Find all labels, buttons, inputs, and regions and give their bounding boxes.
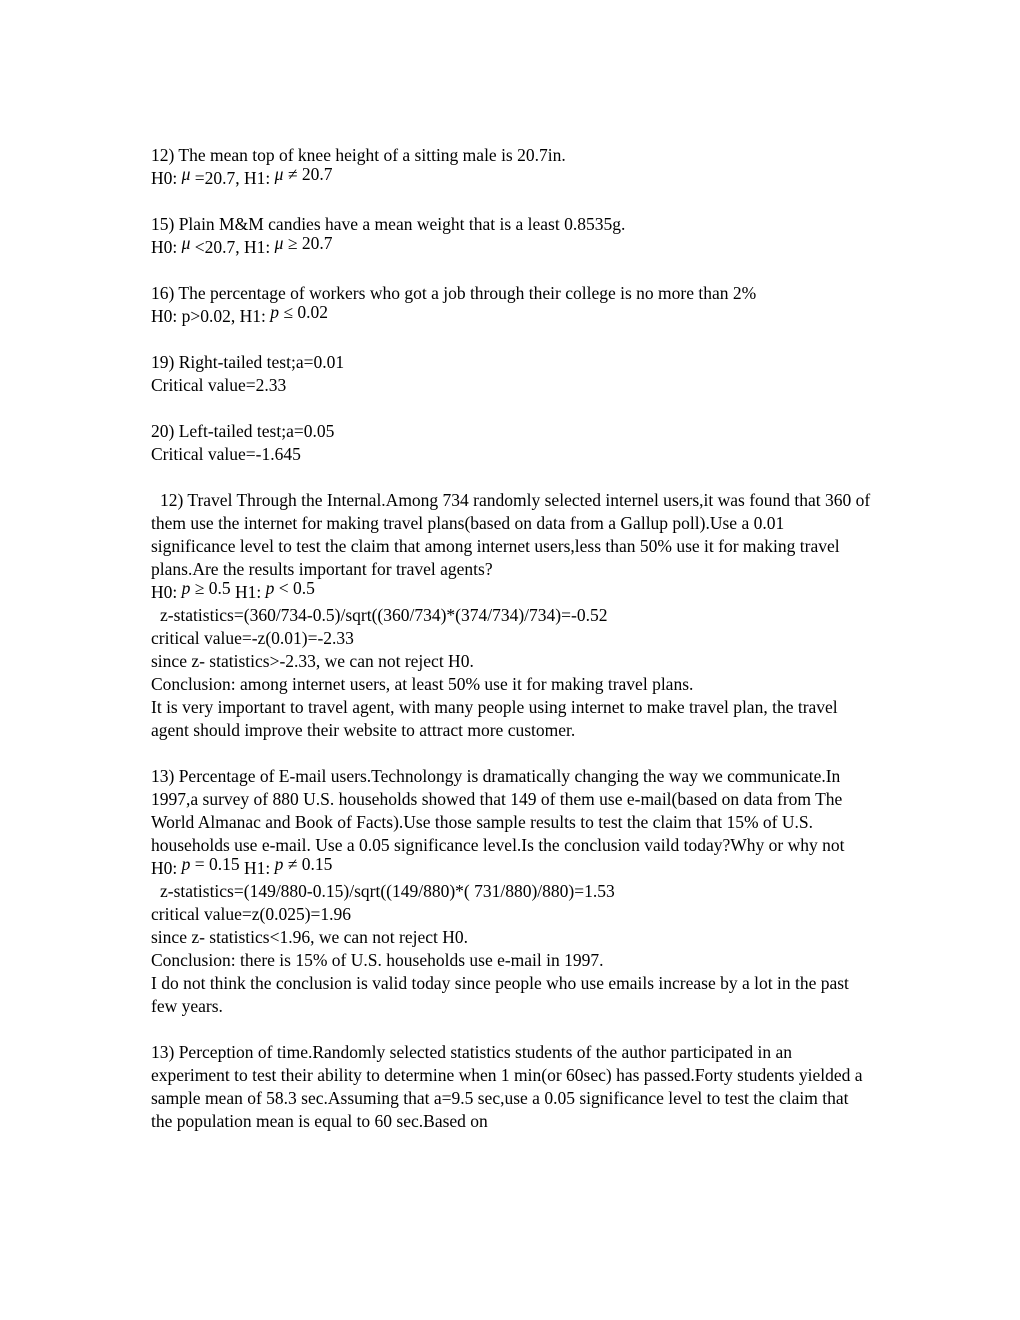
q15-h1-val: 20.7	[301, 233, 333, 253]
q13a-h1-op: ≠	[283, 854, 302, 874]
q13a-since: since z- statistics<1.96, we can not reject H0.	[151, 927, 468, 947]
p-symbol: p	[181, 854, 191, 874]
q12a-h1-op: ≠	[283, 164, 302, 184]
mu-symbol: μ	[181, 164, 191, 184]
q13a-h0-op: =	[190, 854, 209, 874]
p-symbol: p	[181, 578, 191, 598]
q12b-hypotheses	[151, 578, 871, 604]
q19-critical: Critical value=2.33	[151, 375, 287, 395]
q12b-h0-label: H0:	[151, 582, 182, 602]
q12b-h0-val: 0.5	[208, 578, 231, 598]
q12b-comment: It is very important to travel agent, with many people using internet to make travel plan, the travel agent should improve their website to attract more customer.	[151, 697, 838, 740]
q13a-h0-label: H0:	[151, 858, 182, 878]
q12b-h1-val: 0.5	[292, 578, 315, 598]
p-symbol: p	[274, 854, 284, 874]
q12a-h0-label: H0:	[151, 168, 182, 188]
q20-test: 20) Left-tailed test;a=0.05	[151, 421, 335, 441]
q15-statement: 15) Plain M&M candies have a mean weight that is a least 0.8535g.	[151, 214, 626, 234]
q13b-problem: 13) Perception of time.Randomly selected statistics students of the author participated in an experiment to test their ability to determine when 1 min(or 60sec) has passed.Forty students yielded a sample mean of 58.3 sec.Assuming that a=9.5 sec,use a 0.05 significance level to test the claim that the population mean is equal to 60 sec.Based on	[151, 1042, 863, 1131]
q12a-h1-val: 20.7	[301, 164, 333, 184]
q13a-comment: I do not think the conclusion is valid today since people who use emails increase by a lot in the past few years.	[151, 973, 849, 1016]
q16-statement: 16) The percentage of workers who got a job through their college is no more than 2%	[151, 283, 757, 303]
q12b-h0-op: ≥	[190, 578, 209, 598]
q12b-critical: critical value=-z(0.01)=-2.33	[151, 628, 354, 648]
q13a-z-statistic: z-statistics=(149/880-0.15)/sqrt((149/880)*( 731/880)/880)=1.53	[160, 881, 615, 901]
q13a-h1-label: H1:	[239, 858, 275, 878]
q16-h1-val: 0.02	[297, 302, 328, 322]
q12b-since: since z- statistics>-2.33, we can not reject H0.	[151, 651, 474, 671]
q15-h0-label: H0:	[151, 237, 182, 257]
q12b-z-statistic: z-statistics=(360/734-0.5)/sqrt((360/734)*(374/734)/734)=-0.52	[160, 605, 608, 625]
q13a-h0-val: 0.15	[209, 854, 240, 874]
q20-critical: Critical value=-1.645	[151, 444, 301, 464]
mu-symbol: μ	[274, 233, 284, 253]
q12b-h1-op: <	[274, 578, 293, 598]
q13a-critical: critical value=z(0.025)=1.96	[151, 904, 352, 924]
q15-h1-op: ≥	[283, 233, 302, 253]
q16-h0-text: H0: p>0.02, H1:	[151, 306, 271, 326]
q12a-hypotheses	[151, 164, 871, 190]
p-symbol: p	[265, 578, 275, 598]
q12b-problem: 12) Travel Through the Internal.Among 734 randomly selected internel users,it was found that 360 of them use the internet for making travel plans(based on data from a Gallup poll).Use a 0.01 significance level to test the claim that among internet users,less than 50% use it for making travel plans.Are the results important for travel agents?	[151, 490, 871, 579]
q13a-hypotheses	[151, 854, 871, 880]
q12a-statement: 12) The mean top of knee height of a sitting male is 20.7in.	[151, 145, 566, 165]
p-symbol: p	[270, 302, 279, 322]
document-page	[151, 144, 871, 1133]
q13a-problem: 13) Percentage of E-mail users.Technolongy is dramatically changing the way we communicate.In 1997,a survey of 880 U.S. households showed that 149 of them use e-mail(based on data from The World Almanac and Book of Facts).Use those sample results to test the claim that 15% of U.S. households use e-mail. Use a 0.05 significance level.Is the conclusion vaild today?Why or why not	[151, 766, 845, 855]
q15-h0-rest: <20.7, H1:	[190, 237, 275, 257]
q12b-conclusion: Conclusion: among internet users, at least 50% use it for making travel plans.	[151, 674, 694, 694]
q16-hypotheses	[151, 302, 871, 328]
q15-hypotheses	[151, 233, 871, 259]
q12a-h0-rest: =20.7, H1:	[190, 168, 275, 188]
q13a-conclusion: Conclusion: there is 15% of U.S. households use e-mail in 1997.	[151, 950, 604, 970]
q13a-h1-val: 0.15	[301, 854, 333, 874]
mu-symbol: μ	[181, 233, 191, 253]
mu-symbol: μ	[274, 164, 284, 184]
q16-h1-op: ≤	[279, 302, 298, 322]
q19-test: 19) Right-tailed test;a=0.01	[151, 352, 345, 372]
q12b-h1-label: H1:	[230, 582, 266, 602]
